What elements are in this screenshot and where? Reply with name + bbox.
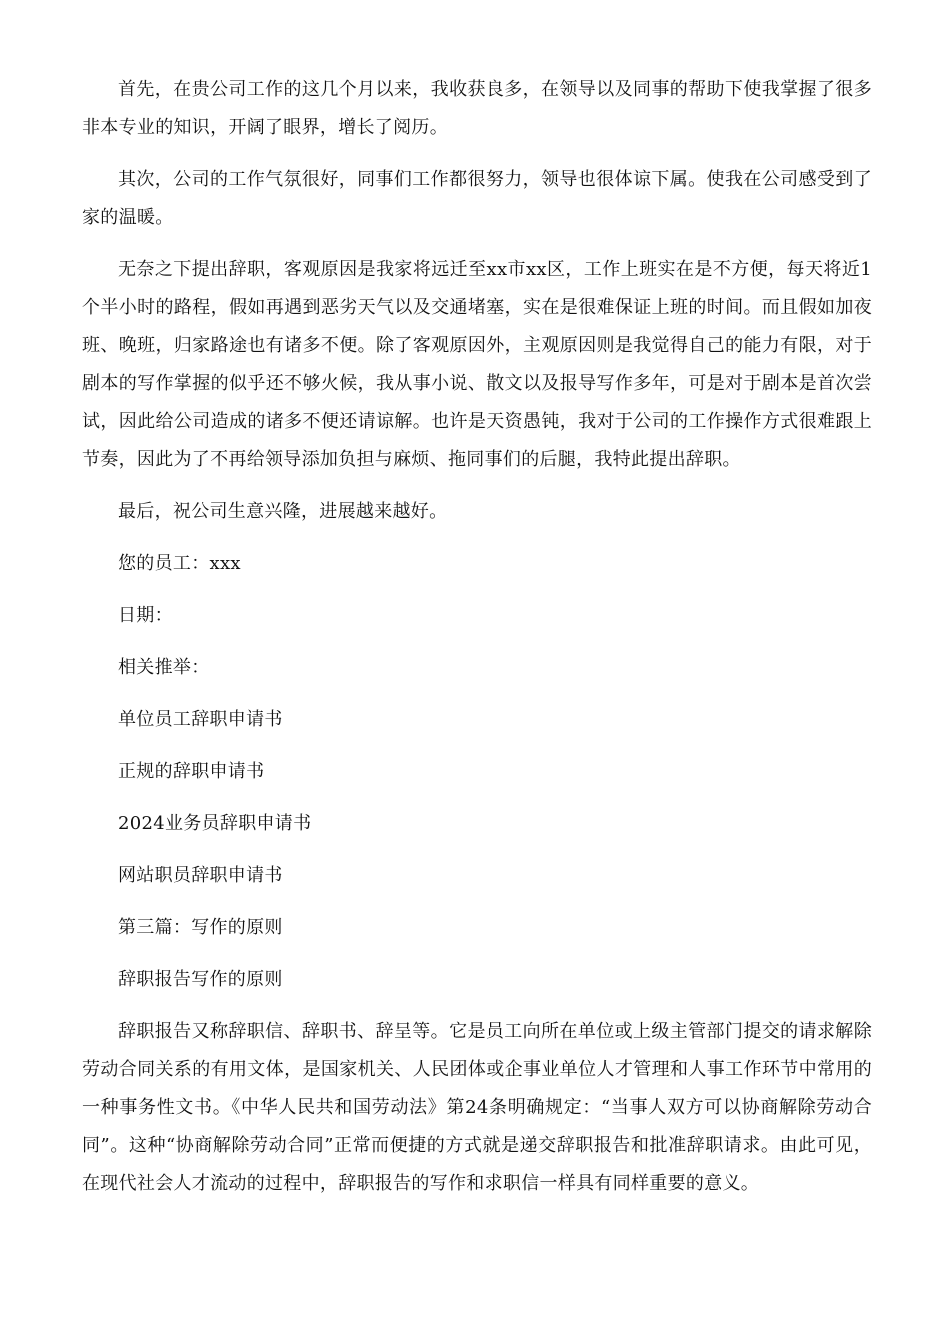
section-heading: 第三篇：写作的原则 — [118, 917, 283, 938]
paragraph-final: 辞职报告又称辞职信、辞职书、辞呈等。它是员工向所在单位或上级主管部门提交的请求解除劳动合同关系的有用文体，是国家机关、人民团体或企事业单位人才管理和人事工作环节中常用的一种事务性文书。《中华人民共和国劳动法》第24条明确规定：“当事人双方可以协商解除劳动合同”。这种“协商解除劳动合同”正常而便捷的方式就是递交辞职报告和批准辞职请求。由此可见，在现代社会人才流动的过程中，辞职报告的写作和求职信一样具有同样重要的意义。 — [82, 1021, 872, 1194]
date-line: 日期： — [118, 605, 173, 626]
document-page — [82, 71, 872, 1217]
related-link-3: 2024业务员辞职申请书 — [118, 813, 312, 834]
related-heading: 相关推举： — [118, 657, 210, 678]
signature-line: 您的员工：xxx — [118, 553, 241, 574]
section-subheading: 辞职报告写作的原则 — [118, 969, 283, 990]
related-link-1: 单位员工辞职申请书 — [118, 709, 283, 730]
related-link-4: 网站职员辞职申请书 — [118, 865, 283, 886]
paragraph-first: 首先，在贵公司工作的这几个月以来，我收获良多，在领导以及同事的帮助下使我掌握了很多非本专业的知识，开阔了眼界，增长了阅历。 — [82, 79, 872, 138]
paragraph-reason: 无奈之下提出辞职，客观原因是我家将远迁至xx市xx区，工作上班实在是不方便，每天将近1个半小时的路程，假如再遇到恶劣天气以及交通堵塞，实在是很难保证上班的时间。而且假如加夜班、晚班，归家路途也有诸多不便。除了客观原因外，主观原因则是我觉得自己的能力有限，对于剧本的写作掌握的似乎还不够火候，我从事小说、散文以及报导写作多年，可是对于剧本是首次尝试，因此给公司造成的诸多不便还请谅解。也许是天资愚钝，我对于公司的工作操作方式很难跟上节奏，因此为了不再给领导添加负担与麻烦、拖同事们的后腿，我特此提出辞职。 — [82, 259, 872, 470]
related-link-2: 正规的辞职申请书 — [118, 761, 265, 782]
paragraph-second: 其次，公司的工作气氛很好，同事们工作都很努力，领导也很体谅下属。使我在公司感受到了家的温暖。 — [82, 169, 872, 228]
paragraph-closing: 最后，祝公司生意兴隆，进展越来越好。 — [118, 501, 448, 522]
